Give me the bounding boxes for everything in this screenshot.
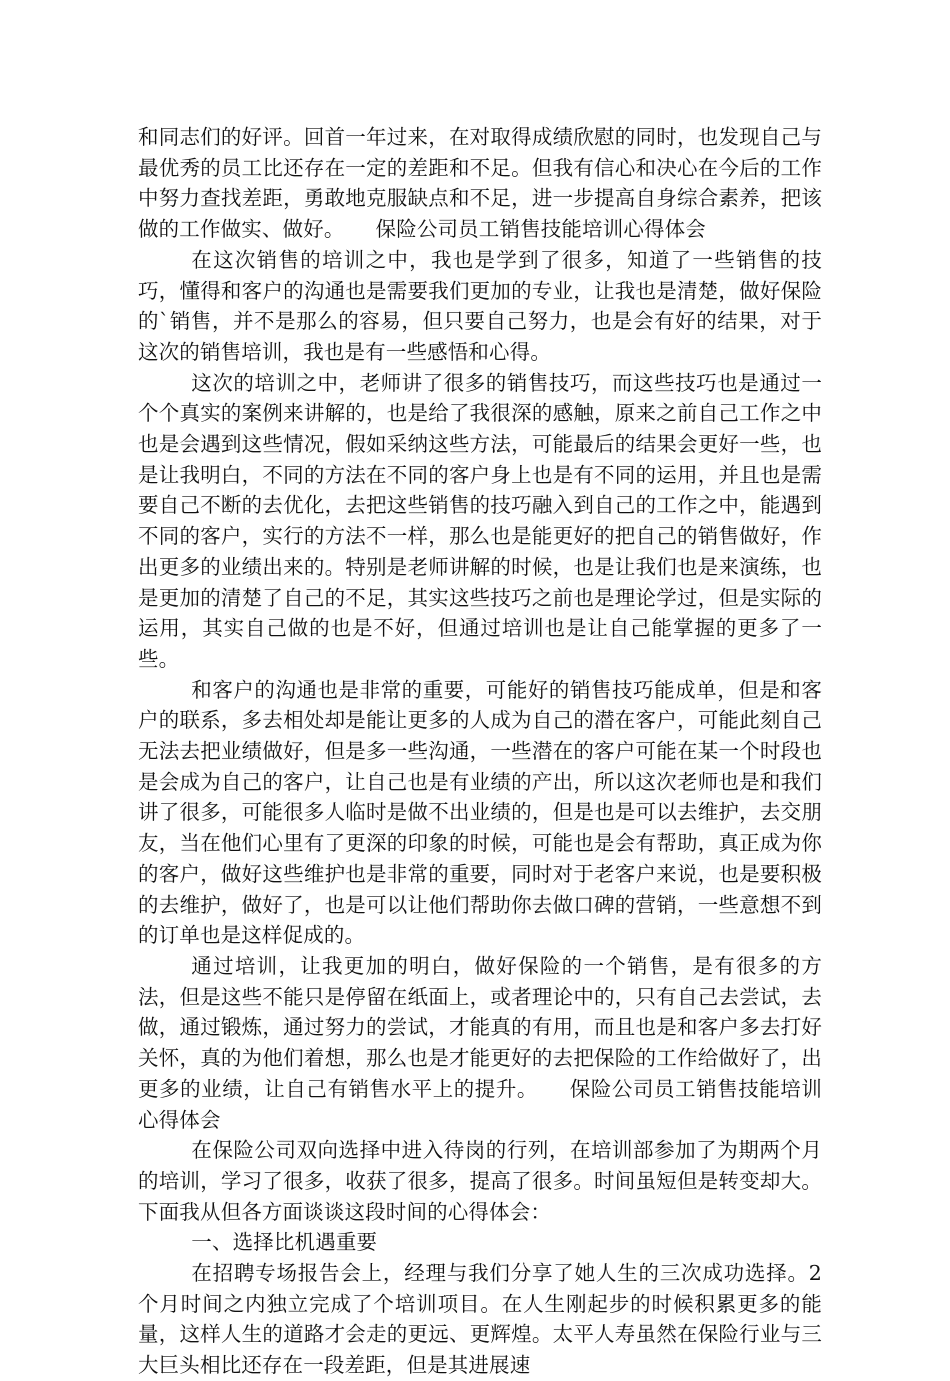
section-heading: 一、选择比机遇重要	[191, 1230, 378, 1255]
paragraph-3: 这次的培训之中，老师讲了很多的销售技巧，而这些技巧也是通过一个个真实的案例来讲解的，也是给了我很深的感触，原来之前自己工作之中也是会遇到这些情况，假如采纳这些方法，可能最后的结果会更好一些，也是让我明白，不同的方法在不同的客户身上也是有不同的运用，并且也是需要自己不断的去优化，去把这些销售的技巧融入到自己的工作之中，能遇到不同的客户，实行的方法不一样，那么也是能更好的把自己的销售做好，作出更多的业绩出来的。特别是老师讲解的时候，也是让我们也是来演练，也是更加的清楚了自己的不足，其实这些技巧之前也是理论学过，但是实际的运用，其实自己做的也是不好，但通过培训也是让自己能掌握的更多了一些。	[138, 370, 822, 671]
paragraph-1: 和同志们的好评。回首一年过来，在对取得成绩欣慰的同时，也发现自己与最优秀的员工比还存在一定的差距和不足。但我有信心和决心在今后的工作中努力查找差距，勇敢地克服缺点和不足，进一步提高自身综合素养，把该做的工作做实、做好。 保险公司员工销售技能培训心得体会	[138, 125, 822, 242]
paragraph-2: 在这次销售的培训之中，我也是学到了很多，知道了一些销售的技巧，懂得和客户的沟通也是需要我们更加的专业，让我也是清楚，做好保险的`销售，并不是那么的容易，但只要自己努力，也是会有好的结果，对于这次的销售培训，我也是有一些感悟和心得。	[138, 247, 822, 364]
paragraph-6: 在保险公司双向选择中进入待岗的行列，在培训部参加了为期两个月的培训，学习了很多，收获了很多，提高了很多。时间虽短但是转变却大。下面我从但各方面谈谈这段时间的心得体会：	[138, 1138, 822, 1224]
paragraph-7: 在招聘专场报告会上，经理与我们分享了她人生的三次成功选择。2个月时间之内独立完成了个培训项目。在人生刚起步的时候积累更多的能量，这样人生的道路才会走的更远、更辉煌。太平人寿虽然在保险行业与三大巨头相比还存在一段差距，但是其进展速	[138, 1261, 822, 1378]
document-body	[138, 122, 822, 1381]
paragraph-4: 和客户的沟通也是非常的重要，可能好的销售技巧能成单，但是和客户的联系，多去相处却是能让更多的人成为自己的潜在客户，可能此刻自己无法去把业绩做好，但是多一些沟通，一些潜在的客户可能在某一个时段也是会成为自己的客户，让自己也是有业绩的产出，所以这次老师也是和我们讲了很多，可能很多人临时是做不出业绩的，但是也是可以去维护，去交朋友，当在他们心里有了更深的印象的时候，可能也是会有帮助，真正成为你的客户，做好这些维护也是非常的重要，同时对于老客户来说，也是要积极的去维护，做好了，也是可以让他们帮助你去做口碑的营销，一些意想不到的订单也是这样促成的。	[138, 677, 822, 948]
paragraph-5: 通过培训，让我更加的明白，做好保险的一个销售，是有很多的方法，但是这些不能只是停留在纸面上，或者理论中的，只有自己去尝试，去做，通过锻炼，通过努力的尝试，才能真的有用，而且也是和客户多去打好关怀，真的为他们着想，那么也是才能更好的去把保险的工作给做好了，出更多的业绩，让自己有销售水平上的提升。 保险公司员工销售技能培训心得体会	[138, 953, 822, 1132]
